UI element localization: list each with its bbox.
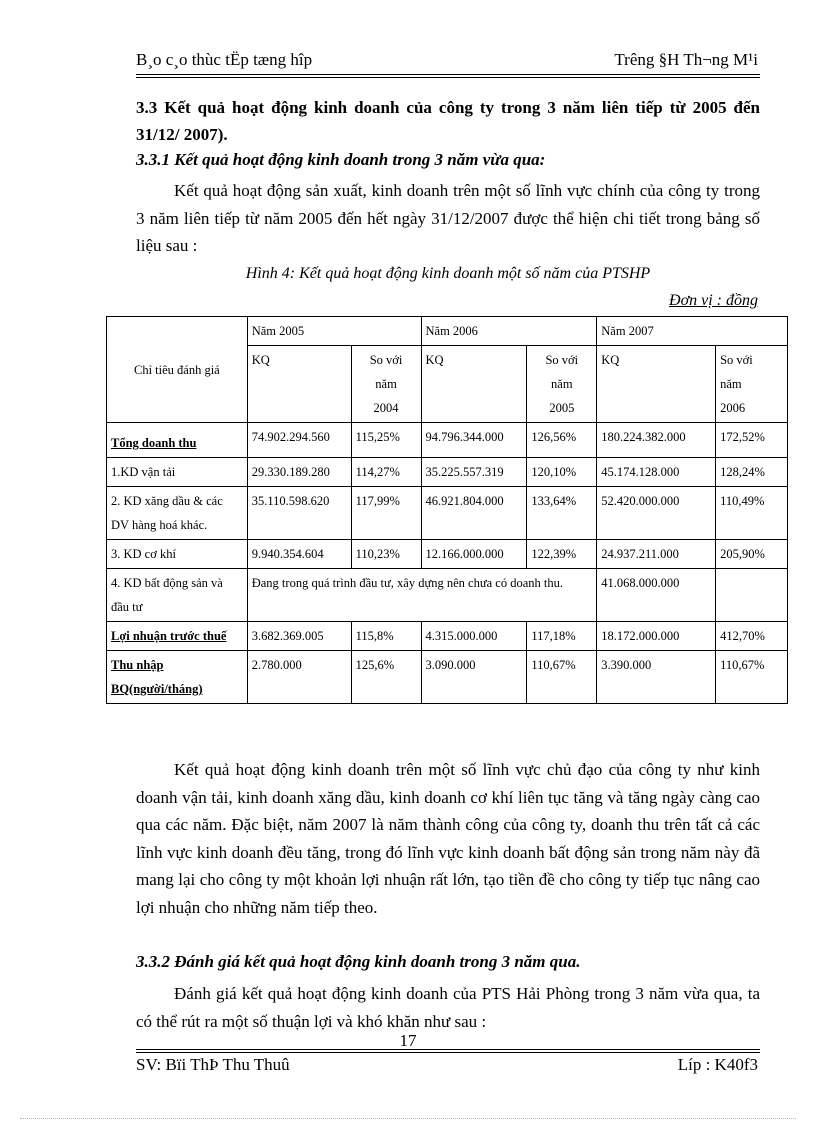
unit-label: Đơn vị : đồng bbox=[669, 292, 758, 309]
cell: 35.110.598.620 bbox=[247, 487, 351, 540]
year-header: Năm 2006 bbox=[421, 317, 597, 346]
cell: 412,70% bbox=[716, 622, 788, 651]
cell: 114,27% bbox=[351, 458, 421, 487]
kq-header: KQ bbox=[421, 346, 527, 423]
cell: 4.315.000.000 bbox=[421, 622, 527, 651]
evaluation-paragraph: Đánh giá kết quả hoạt động kinh doanh của PTS Hải Phòng trong 3 năm vừa qua, ta có thể rút ra một số thuận lợi và khó khăn như sau : bbox=[136, 984, 760, 1031]
compare-label: So với bbox=[369, 353, 403, 367]
header-rule bbox=[136, 74, 760, 78]
cell: 115,25% bbox=[351, 423, 421, 458]
cell: 2.780.000 bbox=[247, 651, 351, 704]
cell: 3.390.000 bbox=[597, 651, 716, 704]
header-left: B¸o c¸o thùc tËp tæng hîp bbox=[136, 50, 313, 69]
cell: 41.068.000.000 bbox=[597, 569, 716, 622]
results-table bbox=[106, 316, 788, 704]
cell: 110,49% bbox=[716, 487, 788, 540]
cell: 12.166.000.000 bbox=[421, 540, 527, 569]
cell: 29.330.189.280 bbox=[247, 458, 351, 487]
analysis-paragraph: Kết quả hoạt động kinh doanh trên một số lĩnh vực chủ đạo của công ty như kinh doanh vận tải, kinh doanh xăng dầu, kinh doanh cơ khí liên tục tăng và tăng ngày càng cao qua các năm. Đặc biệt, năm 2007 là năm thành công của công ty, doanh thu trên tất cả các lĩnh vực kinh doanh đều tăng, trong đó lĩnh vực kinh doanh bất động sản trong năm này đã mang lại cho công ty một khoản lợi nhuận rất lớn, tạo tiền đề cho công ty tiếp tục nâng cao lợi nhuận cho những năm tiếp theo. bbox=[136, 760, 760, 917]
kq-header: KQ bbox=[247, 346, 351, 423]
merged-note: Đang trong quá trình đầu tư, xây dựng nên chưa có doanh thu. bbox=[247, 569, 597, 622]
row-label: 1.KD vận tải bbox=[107, 458, 248, 487]
footer-rule bbox=[136, 1049, 760, 1053]
cell: 110,67% bbox=[716, 651, 788, 704]
cell: 94.796.344.000 bbox=[421, 423, 527, 458]
footer-left: SV: Bïi ThÞ Thu Thuû bbox=[136, 1055, 290, 1074]
cell: 172,52% bbox=[716, 423, 788, 458]
header-right: Trêng §H Th¬ng M¹i bbox=[614, 50, 758, 69]
cell: 125,6% bbox=[351, 651, 421, 704]
compare-year: 2005 bbox=[549, 401, 575, 415]
subsection-title-2: 3.3.2 Đánh giá kết quả hoạt động kinh doanh trong 3 năm qua. bbox=[136, 952, 581, 971]
cell: 120,10% bbox=[527, 458, 597, 487]
table-row bbox=[107, 569, 788, 622]
table-row bbox=[107, 651, 788, 704]
cell: 35.225.557.319 bbox=[421, 458, 527, 487]
subsection-title-1: 3.3.1 Kết quả hoạt động kinh doanh trong 3 năm vừa qua: bbox=[136, 150, 546, 169]
compare-header bbox=[716, 346, 788, 423]
compare-label: So với bbox=[720, 353, 753, 367]
cell: 74.902.294.560 bbox=[247, 423, 351, 458]
cell: 126,56% bbox=[527, 423, 597, 458]
compare-year: 2006 bbox=[720, 401, 746, 415]
compare-header bbox=[527, 346, 597, 423]
compare-year-word: năm bbox=[720, 377, 742, 391]
cell: 46.921.804.000 bbox=[421, 487, 527, 540]
cell: 128,24% bbox=[716, 458, 788, 487]
cell: 117,18% bbox=[527, 622, 597, 651]
kq-header: KQ bbox=[597, 346, 716, 423]
table-row bbox=[107, 423, 788, 458]
row-label: 2. KD xăng dầu & các DV hàng hoá khác. bbox=[107, 487, 248, 540]
cell: 110,23% bbox=[351, 540, 421, 569]
cell: 110,67% bbox=[527, 651, 597, 704]
section-title: 3.3 Kết quả hoạt động kinh doanh của công ty trong 3 năm liên tiếp từ 2005 đến 31/12/ 2007). bbox=[136, 98, 760, 144]
compare-header bbox=[351, 346, 421, 423]
row-label: 3. KD cơ khí bbox=[107, 540, 248, 569]
cell: 122,39% bbox=[527, 540, 597, 569]
criteria-header: Chỉ tiêu đánh giá bbox=[107, 317, 248, 423]
table-header-row bbox=[107, 317, 788, 346]
compare-year-word: năm bbox=[551, 377, 573, 391]
page-number: 17 bbox=[399, 1031, 417, 1050]
cell: 117,99% bbox=[351, 487, 421, 540]
cell: 3.090.000 bbox=[421, 651, 527, 704]
cell: 9.940.354.604 bbox=[247, 540, 351, 569]
cell: 18.172.000.000 bbox=[597, 622, 716, 651]
row-label: 4. KD bất động sản và đầu tư bbox=[107, 569, 248, 622]
table-row bbox=[107, 487, 788, 540]
compare-year-word: năm bbox=[375, 377, 397, 391]
intro-paragraph: Kết quả hoạt động sản xuất, kinh doanh trên một số lĩnh vực chính của công ty trong 3 năm liên tiếp từ năm 2005 đến hết ngày 31/12/2007 được thể hiện chi tiết trong bảng số liệu sau : bbox=[136, 181, 760, 255]
row-label: Lợi nhuận trước thuế bbox=[107, 622, 248, 651]
year-header: Năm 2007 bbox=[597, 317, 788, 346]
cell: 45.174.128.000 bbox=[597, 458, 716, 487]
cell: 52.420.000.000 bbox=[597, 487, 716, 540]
cell: 180.224.382.000 bbox=[597, 423, 716, 458]
compare-label: So với bbox=[545, 353, 579, 367]
cell: 24.937.211.000 bbox=[597, 540, 716, 569]
table-row bbox=[107, 540, 788, 569]
cell: 115,8% bbox=[351, 622, 421, 651]
compare-year: 2004 bbox=[373, 401, 399, 415]
footer-right: Líp : K40f3 bbox=[677, 1055, 758, 1074]
cell: 3.682.369.005 bbox=[247, 622, 351, 651]
row-label: Thu nhập BQ(người/tháng) bbox=[107, 651, 248, 704]
page-edge-divider bbox=[20, 1118, 796, 1119]
figure-caption: Hình 4: Kết quả hoạt động kinh doanh một số năm của PTSHP bbox=[245, 265, 651, 282]
cell: 205,90% bbox=[716, 540, 788, 569]
table-row bbox=[107, 458, 788, 487]
cell: 133,64% bbox=[527, 487, 597, 540]
row-label: Tổng doanh thu bbox=[107, 423, 248, 458]
table-row bbox=[107, 622, 788, 651]
year-header: Năm 2005 bbox=[247, 317, 421, 346]
cell bbox=[716, 569, 788, 622]
